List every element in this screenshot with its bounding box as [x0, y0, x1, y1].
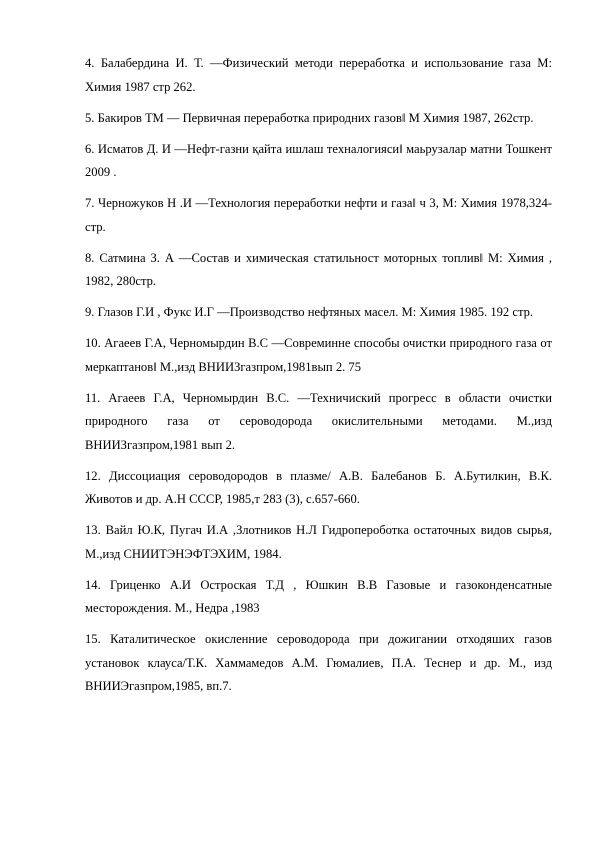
reference-item-7: 7. Черножуков Н .И —Технология переработки нефти и газа‖ ч 3, М: Химия 1978,324-стр. [85, 196, 552, 234]
reference-item-15: 15. Каталитическое окисленние сероводорода при дожигании отходяших газов установок клауса/Т.К. Хаммамедов А.М. Гюмалиев, П.А. Теснер и др. М., изд ВНИИЭгазпром,1985, вп.7. [85, 632, 552, 693]
reference-item-5: 5. Бакиров ТМ — Первичная переработка природних газов‖ М Химия 1987, 262стр. [85, 110, 534, 125]
reference-item-10: 10. Агаеев Г.А, Черномырдин В.С —Совреминне способы очистки природного газа от меркаптанов‖ М.,изд ВНИИЗгазпром,1981вып 2. 75 [85, 336, 552, 374]
reference-item-13: 13. Вайл Ю.К, Пугач И.А ,Злотников Н.Л Гидропероботка остаточных видов сырья, М.,изд СНИИТЭНЭФТЭХИМ, 1984. [85, 523, 552, 561]
reference-item-4: 4. Балабердина И. Т. —Физический методи переработка и использование газа М: Химия 1987 стр 262. [85, 56, 552, 94]
reference-item-8: 8. Сатмина З. А —Состав и химическая статильност моторных топлив‖ М: Химия , 1982, 280стр. [85, 250, 552, 288]
reference-item-14: 14. Гриценко А.И Остроская Т.Д , Юшкин В.В Газовые и газоконденсатные месторождения. М., Недра ,1983 [85, 577, 552, 615]
reference-list [85, 52, 552, 706]
reference-item-11: 11. Агаеев Г.А, Черномырдин В.С. —Техничиский прогресс в области очистки природного газа от сероводорода окислительными методами. М.,изд ВНИИЗгазпром,1981 вып 2. [85, 390, 552, 452]
reference-item-12: 12. Диссоциация сероводородов в плазме/ А.В. Балебанов Б. А.Бутилкин, В.К. Животов и др. А.Н СССР, 1985,т 283 (3), с.657-660. [85, 468, 552, 506]
reference-item-9: 9. Глазов Г.И , Фукс И.Г —Производство нефтяных масел. М: Химия 1985. 192 стр. [85, 305, 534, 319]
reference-item-6: 6. Исматов Д. И —Нефт-газни қайта ишлаш техналогиясиǁ маьрузалар матни Тошкент 2009 . [85, 141, 552, 179]
